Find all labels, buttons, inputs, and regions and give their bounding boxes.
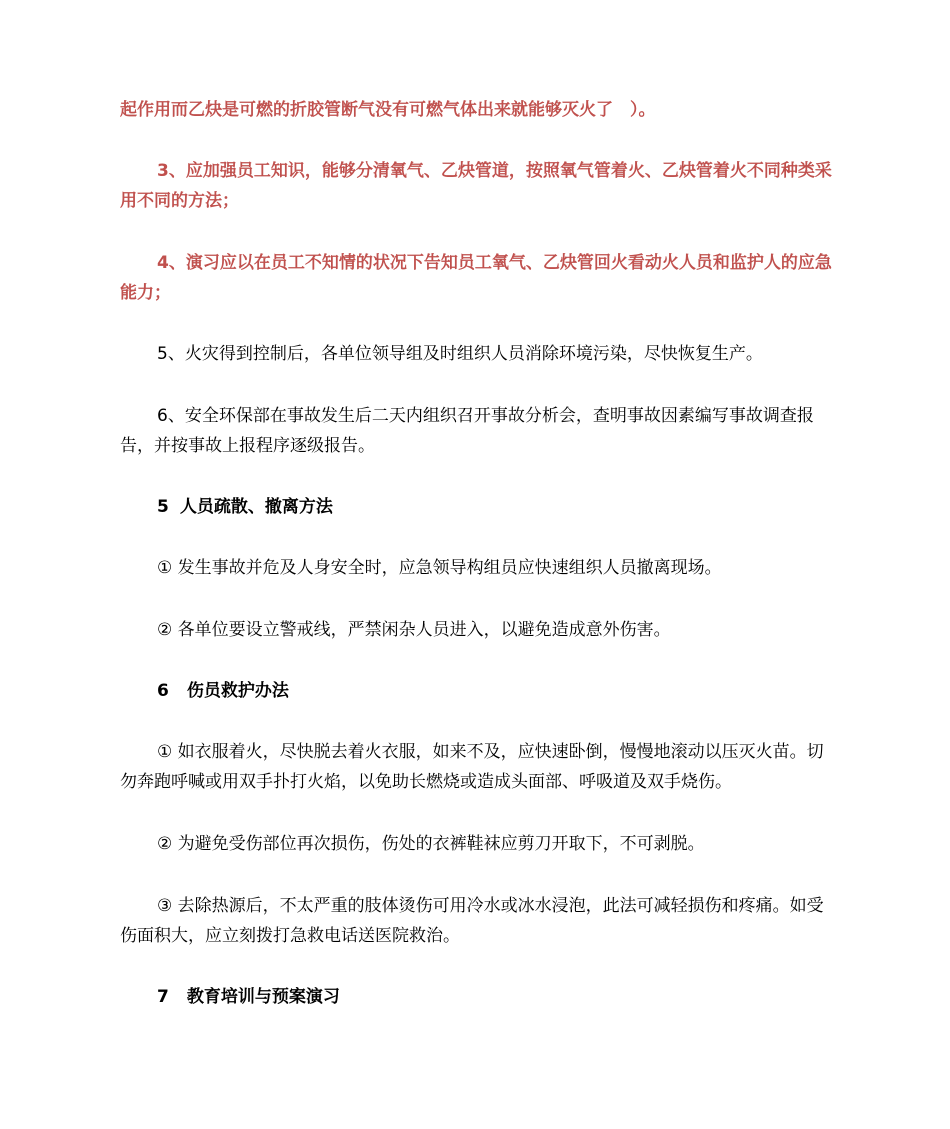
section-5-item-2: ② 各单位要设立警戒线，严禁闲杂人员进入，以避免造成意外伤害。 (157, 620, 671, 640)
paragraph-item-4: 4、演习应以在员工不知情的状况下告知员工氧气、乙炔管回火看动火人员和监护人的应急能力； (120, 253, 832, 303)
section-6-title: 伤员救护办法 (186, 681, 289, 701)
section-7-title: 教育培训与预案演习 (186, 987, 340, 1007)
section-6-item-2: ② 为避免受伤部位再次损伤，伤处的衣裤鞋袜应剪刀开取下，不可剥脱。 (157, 834, 705, 854)
paragraph-item-3: 3、应加强员工知识，能够分清氧气、乙炔管道，按照氧气管着火、乙炔管着火不同种类采用不同的方法； (120, 161, 832, 211)
section-5-heading (157, 492, 333, 522)
section-6-item-1: ① 如衣服着火，尽快脱去着火衣服，如来不及，应快速卧倒，慢慢地滚动以压灭火苗。切勿奔跑呼喊或用双手扑打火焰，以免助长燃烧或造成头面部、呼吸道及双手烧伤。 (120, 742, 824, 792)
section-6-number: 6 (157, 681, 169, 701)
section-5-title: 人员疏散、撤离方法 (179, 497, 333, 517)
paragraph-continuation: 起作用而乙炔是可燃的折胶管断气没有可燃气体出来就能够灭火了 ）。 (120, 100, 656, 120)
section-7-number: 7 (157, 987, 169, 1007)
section-6-item-3: ③ 去除热源后，不太严重的肢体烫伤可用冷水或冰水浸泡，此法可减轻损伤和疼痛。如受伤面积大，应立刻拨打急救电话送医院救治。 (120, 896, 824, 946)
section-5-item-1: ① 发生事故并危及人身安全时，应急领导构组员应快速组织人员撤离现场。 (157, 558, 722, 578)
section-6-heading (157, 676, 289, 706)
paragraph-item-6: 6、安全环保部在事故发生后二天内组织召开事故分析会，查明事故因素编写事故调查报告，并按事故上报程序逐级报告。 (120, 406, 814, 456)
section-5-number: 5 (157, 497, 169, 517)
paragraph-item-5: 5、火灾得到控制后，各单位领导组及时组织人员消除环境污染，尽快恢复生产。 (157, 344, 763, 364)
section-7-heading (157, 982, 340, 1012)
